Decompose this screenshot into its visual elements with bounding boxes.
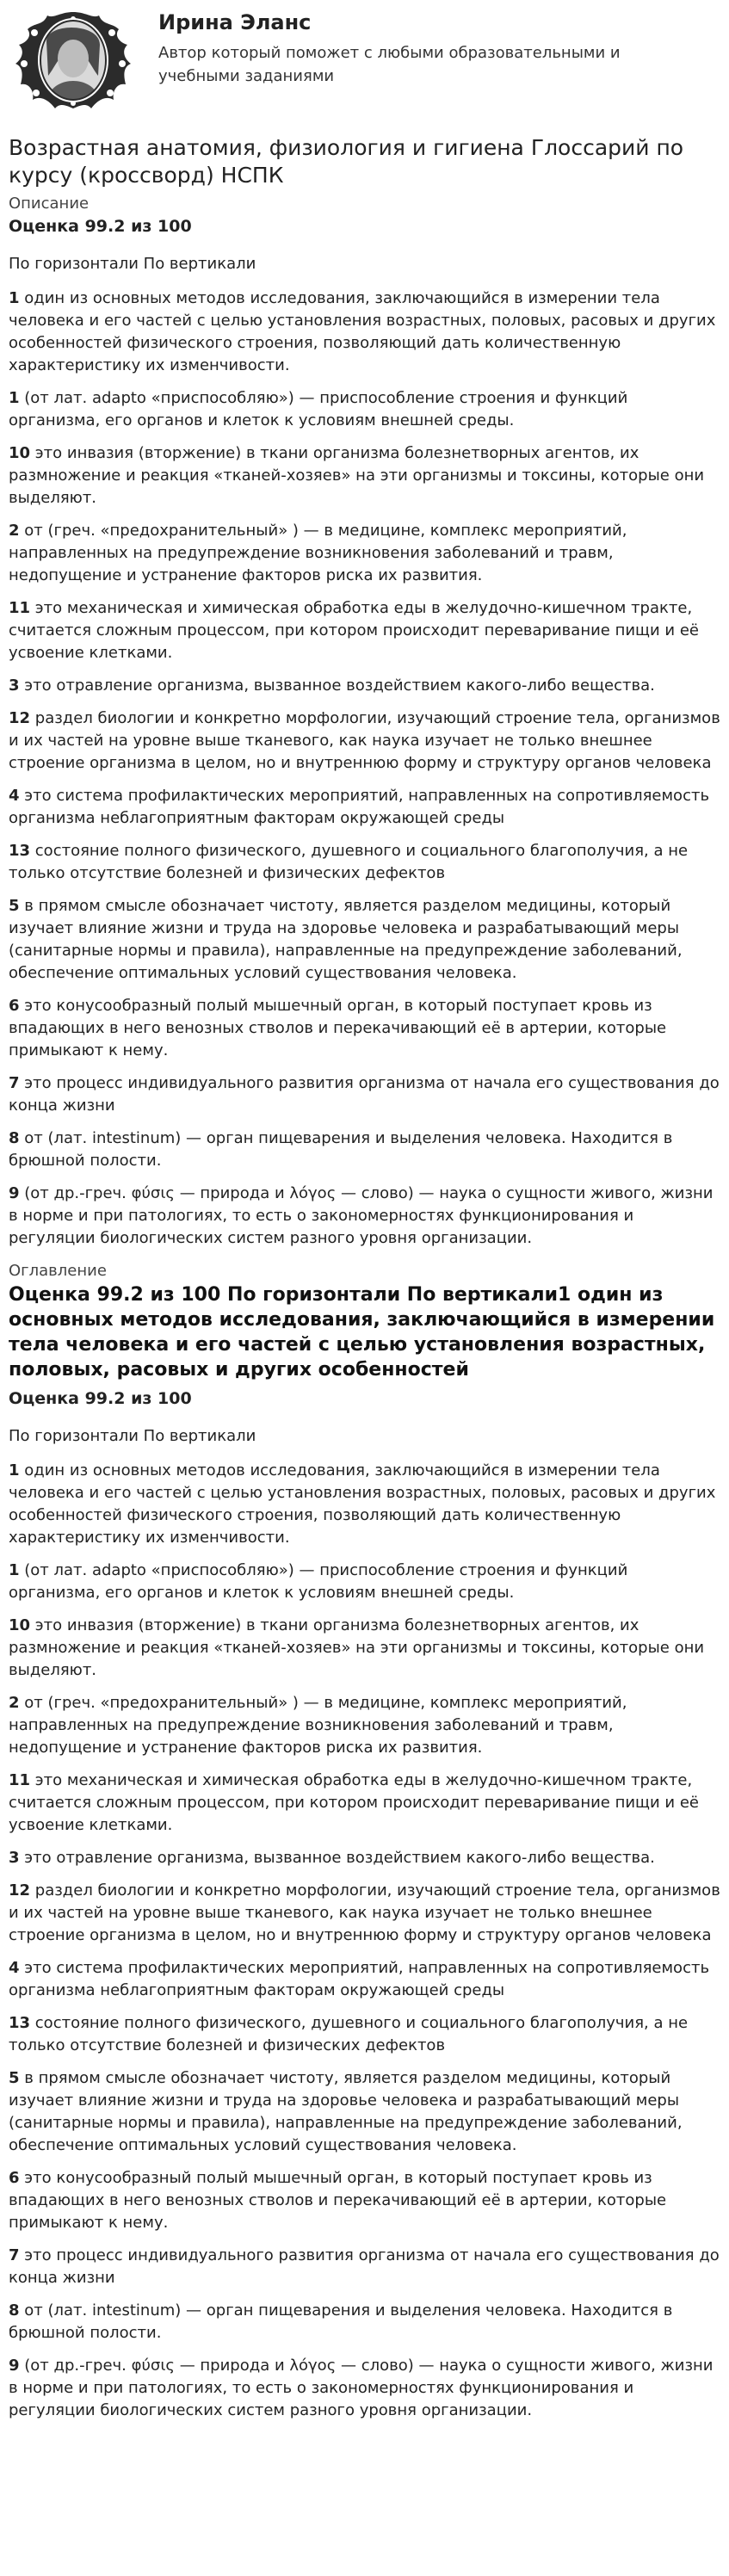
list-item bbox=[9, 2300, 720, 2344]
item-text: это отравление организма, вызванное воздействием какого-либо вещества. bbox=[19, 676, 655, 695]
list-item bbox=[9, 2167, 720, 2234]
item-number: 2 bbox=[9, 1694, 20, 1712]
item-text: это инвазия (вторжение) в ткани организма болезнетворных агентов, их размножение и реакция «тканей-хозяев» на эти организмы и токсины, которые они выделяют. bbox=[9, 1616, 705, 1679]
item-text: это конусообразный полый мышечный орган, в который поступает кровь из впадающих в него венозных стволов и перекачивающий её в артерии, которые примыкают к нему. bbox=[9, 2169, 667, 2232]
item-text: в прямом смысле обозначает чистоту, является разделом медицины, который изучает влияние жизни и труда на здоровье человека и разрабатывающий меры (санитарные нормы и правила), направленные на предупреждение заболеваний, обеспечение оптимальных условий существования человека. bbox=[9, 897, 683, 982]
item-number: 8 bbox=[9, 1129, 20, 1147]
list-item bbox=[9, 1183, 720, 1250]
item-number: 4 bbox=[9, 787, 20, 805]
list-item bbox=[9, 1770, 720, 1837]
list-item bbox=[9, 287, 720, 377]
item-text: это отравление организма, вызванное воздействием какого-либо вещества. bbox=[19, 1849, 655, 1867]
item-text: это конусообразный полый мышечный орган, в который поступает кровь из впадающих в него венозных стволов и перекачивающий её в артерии, которые примыкают к нему. bbox=[9, 997, 667, 1059]
list-item bbox=[9, 1460, 720, 1549]
item-number: 1 bbox=[9, 389, 20, 407]
toc-glossary-list bbox=[9, 1460, 720, 2422]
item-number: 7 bbox=[9, 1074, 20, 1092]
item-text: от (лат. intestinum) — орган пищеварения и выделения человека. Находится в брюшной полости. bbox=[9, 2301, 673, 2342]
item-number: 3 bbox=[9, 676, 20, 695]
list-item bbox=[9, 597, 720, 664]
item-text: раздел биологии и конкретно морфологии, изучающий строение тела, организмов и их частей на уровне выше тканевого, как наука изучает не только внешнее строение организма в целом, но и внутреннюю форму и структуру органов человека bbox=[9, 709, 720, 772]
item-text: один из основных методов исследования, заключающийся в измерении тела человека и его частей с целью установления возрастных, половых, расовых и других особенностей физического строения, позволяющий дать количественную характеристику их изменчивости. bbox=[9, 289, 716, 374]
subtitle: По горизонтали По вертикали bbox=[9, 255, 256, 273]
item-text: от (греч. «предохранительный» ) — в медицине, комплекс мероприятий, направленных на предупреждение возникновения заболеваний и травм, недопущение и устранение факторов риска их развития. bbox=[9, 1694, 627, 1757]
list-item bbox=[9, 707, 720, 775]
item-text: (от др.-греч. φύσις — природа и λόγος — слово) — наука о сущности живого, жизни в норме и при патологиях, то есть о закономерностях функционирования и регуляции биологических систем разного уровня организации. bbox=[9, 1184, 714, 1247]
item-text: (от др.-греч. φύσις — природа и λόγος — слово) — наука о сущности живого, жизни в норме и при патологиях, то есть о закономерностях функционирования и регуляции биологических систем разного уровня организации. bbox=[9, 2357, 714, 2419]
list-item bbox=[9, 387, 720, 432]
item-number: 2 bbox=[9, 522, 20, 540]
item-text: это система профилактических мероприятий, направленных на сопротивляемость организма неблагоприятным факторам окружающей среды bbox=[9, 1959, 710, 1999]
item-number: 5 bbox=[9, 2069, 20, 2087]
item-text: от (греч. «предохранительный» ) — в медицине, комплекс мероприятий, направленных на предупреждение возникновения заболеваний и травм, недопущение и устранение факторов риска их развития. bbox=[9, 522, 627, 584]
item-text: в прямом смысле обозначает чистоту, является разделом медицины, который изучает влияние жизни и труда на здоровье человека и разрабатывающий меры (санитарные нормы и правила), направленные на предупреждение заболеваний, обеспечение оптимальных условий существования человека. bbox=[9, 2069, 683, 2154]
list-item bbox=[9, 2012, 720, 2057]
item-text: это механическая и химическая обработка еды в желудочно-кишечном тракте, считается сложным процессом, при котором происходит переваривание пищи и её усвоение клетками. bbox=[9, 1771, 699, 1834]
item-number: 13 bbox=[9, 2014, 31, 2032]
item-number: 1 bbox=[9, 1561, 20, 1579]
glossary-list bbox=[9, 287, 720, 1250]
item-number: 6 bbox=[9, 997, 20, 1015]
item-number: 11 bbox=[9, 1771, 31, 1789]
item-text: это процесс индивидуального развития организма от начала его существования до конца жизни bbox=[9, 2246, 720, 2287]
item-text: это процесс индивидуального развития организма от начала его существования до конца жизни bbox=[9, 1074, 720, 1115]
list-item bbox=[9, 995, 720, 1062]
list-item bbox=[9, 1692, 720, 1759]
list-item bbox=[9, 675, 720, 697]
avatar-ornate-frame-icon bbox=[9, 7, 138, 114]
item-text: это инвазия (вторжение) в ткани организма болезнетворных агентов, их размножение и реакция «тканей-хозяев» на эти организмы и токсины, которые они выделяют. bbox=[9, 444, 705, 507]
item-text: один из основных методов исследования, заключающийся в измерении тела человека и его частей с целью установления возрастных, половых, расовых и других особенностей физического строения, позволяющий дать количественную характеристику их изменчивости. bbox=[9, 1461, 716, 1547]
item-number: 10 bbox=[9, 1616, 31, 1634]
item-number: 13 bbox=[9, 842, 31, 860]
list-item bbox=[9, 1072, 720, 1117]
toc-label: Оглавление bbox=[9, 1262, 107, 1280]
item-number: 5 bbox=[9, 897, 20, 915]
list-item bbox=[9, 1127, 720, 1172]
item-text: (от лат. adapto «приспособляю») — приспособление строения и функций организма, его органов и клеток к условиям внешней среды. bbox=[9, 389, 628, 429]
author-description: Автор который поможет с любыми образовательными и учебными заданиями bbox=[158, 44, 621, 85]
item-text: раздел биологии и конкретно морфологии, изучающий строение тела, организмов и их частей на уровне выше тканевого, как наука изучает не только внешнее строение организма в целом, но и внутреннюю форму и структуру органов человека bbox=[9, 1881, 720, 1944]
list-item bbox=[9, 1615, 720, 1682]
list-item bbox=[9, 895, 720, 985]
item-text: это система профилактических мероприятий, направленных на сопротивляемость организма неблагоприятным факторам окружающей среды bbox=[9, 787, 710, 827]
author-name[interactable]: Ирина Эланс bbox=[158, 10, 312, 34]
item-text: (от лат. adapto «приспособляю») — приспособление строения и функций организма, его органов и клеток к условиям внешней среды. bbox=[9, 1561, 628, 1602]
item-number: 6 bbox=[9, 2169, 20, 2187]
toc-heading: Оценка 99.2 из 100 По горизонтали По вертикали1 один из основных методов исследования, заключающийся в измерении тела человека и его частей с целью установления возрастных, половых, расовых и других особенностей bbox=[9, 1284, 715, 1381]
list-item bbox=[9, 520, 720, 587]
list-item bbox=[9, 785, 720, 830]
list-item bbox=[9, 1847, 720, 1869]
list-item bbox=[9, 2355, 720, 2422]
item-number: 4 bbox=[9, 1959, 20, 1977]
item-number: 12 bbox=[9, 709, 31, 727]
list-item bbox=[9, 2067, 720, 2157]
author-header bbox=[9, 7, 720, 120]
score: Оценка 99.2 из 100 bbox=[9, 217, 192, 236]
item-number: 11 bbox=[9, 599, 31, 617]
item-text: состояние полного физического, душевного и социального благополучия, а не только отсутствие болезней и физических дефектов bbox=[9, 2014, 689, 2054]
avatar[interactable] bbox=[9, 7, 138, 114]
item-number: 3 bbox=[9, 1849, 20, 1867]
list-item bbox=[9, 2245, 720, 2289]
item-number: 9 bbox=[9, 1184, 20, 1202]
item-text: от (лат. intestinum) — орган пищеварения и выделения человека. Находится в брюшной полости. bbox=[9, 1129, 673, 1170]
toc-subtitle: По горизонтали По вертикали bbox=[9, 1427, 256, 1445]
document-title: Возрастная анатомия, физиология и гигиена Глоссарий по курсу (кроссворд) НСПК bbox=[9, 135, 684, 188]
item-number: 7 bbox=[9, 2246, 20, 2264]
list-item bbox=[9, 442, 720, 510]
item-number: 8 bbox=[9, 2301, 20, 2320]
item-number: 9 bbox=[9, 2357, 20, 2375]
item-text: это механическая и химическая обработка еды в желудочно-кишечном тракте, считается сложным процессом, при котором происходит переваривание пищи и её усвоение клетками. bbox=[9, 599, 699, 662]
item-number: 12 bbox=[9, 1881, 31, 1900]
list-item bbox=[9, 1560, 720, 1604]
item-number: 1 bbox=[9, 289, 20, 307]
item-number: 10 bbox=[9, 444, 31, 462]
item-text: состояние полного физического, душевного и социального благополучия, а не только отсутствие болезней и физических дефектов bbox=[9, 842, 689, 882]
list-item bbox=[9, 840, 720, 885]
description-label: Описание bbox=[9, 195, 90, 213]
toc-score: Оценка 99.2 из 100 bbox=[9, 1389, 192, 1408]
list-item bbox=[9, 1880, 720, 1947]
author-info bbox=[158, 7, 658, 88]
list-item bbox=[9, 1957, 720, 2002]
item-number: 1 bbox=[9, 1461, 20, 1480]
